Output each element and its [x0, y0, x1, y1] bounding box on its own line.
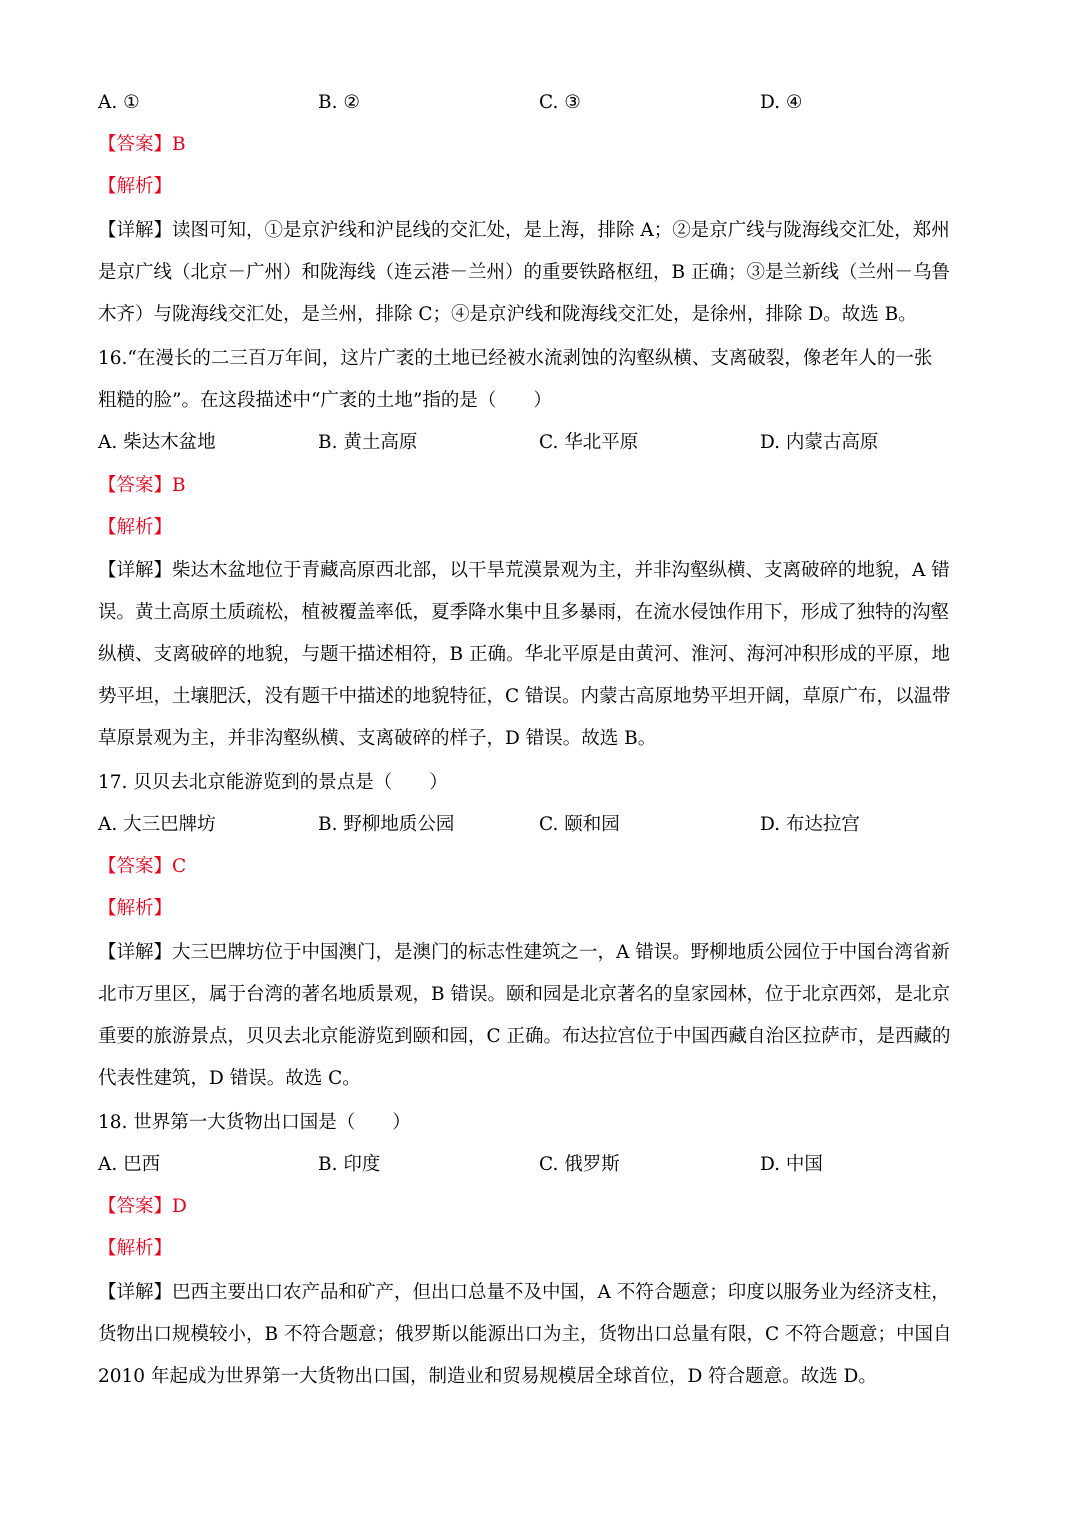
q17-detail-line-1: 【详解】大三巴牌坊位于中国澳门，是澳门的标志性建筑之一，A 错误。野柳地质公园位于中国台湾省新: [98, 942, 950, 963]
q17-answer-label: 【答案】: [98, 856, 173, 877]
q16-question-line-1: 16.“在漫长的二三百万年间，这片广袤的土地已经被水流剥蚀的沟壑纵横、支离破裂，像老年人的一张: [98, 348, 933, 369]
q15-analysis-label: 【解析】: [98, 176, 173, 197]
q17-detail-line-2: 北市万里区，属于台湾的著名地质景观，B 错误。颐和园是北京著名的皇家园林，位于北京西郊，是北京: [98, 984, 950, 1005]
q16-option-d: D. 内蒙古高原: [760, 432, 879, 453]
q16-detail-line-1: 【详解】柴达木盆地位于青藏高原西北部，以干旱荒漠景观为主，并非沟壑纵横、支离破碎的地貌，A 错: [98, 560, 950, 581]
q17-options: [98, 804, 978, 846]
q18-option-c: C. 俄罗斯: [539, 1154, 620, 1175]
q15-answer-value: B: [172, 134, 186, 155]
q15-answer: [98, 124, 978, 166]
q18-question-line-1: 18. 世界第一大货物出口国是（ ）: [98, 1112, 411, 1133]
q15-detail-line-2: 是京广线（北京－广州）和陇海线（连云港－兰州）的重要铁路枢纽，B 正确；③是兰新线（兰州－乌鲁: [98, 262, 950, 283]
q18-analysis: [98, 1228, 978, 1270]
q17-answer: [98, 846, 978, 888]
q16-detail-line-3: 纵横、支离破碎的地貌，与题干描述相符，B 正确。华北平原是由黄河、淮河、海河冲积形成的平原，地: [98, 644, 950, 665]
q15-option-d: D. ④: [760, 92, 803, 113]
q18-option-b: B. 印度: [318, 1154, 381, 1175]
q15-option-c: C. ③: [539, 92, 581, 113]
q17-analysis: [98, 888, 978, 930]
q18-detail-line-2: 货物出口规模较小，B 不符合题意；俄罗斯以能源出口为主，货物出口总量有限，C 不符合题意；中国自: [98, 1324, 952, 1345]
q18-option-a: A. 巴西: [98, 1154, 161, 1175]
q18-detail-line-3: 2010 年起成为世界第一大货物出口国，制造业和贸易规模居全球首位，D 符合题意。故选 D。: [98, 1366, 877, 1387]
q15-detail-line-3: 木齐）与陇海线交汇处，是兰州，排除 C；④是京沪线和陇海线交汇处，是徐州，排除 D。故选 B。: [98, 304, 917, 325]
q16-option-c: C. 华北平原: [539, 432, 639, 453]
q16-options: [98, 422, 978, 464]
q18-analysis-label: 【解析】: [98, 1238, 173, 1259]
q16-analysis-label: 【解析】: [98, 517, 173, 538]
q17-option-b: B. 野柳地质公园: [318, 814, 455, 835]
q15-analysis: [98, 166, 978, 208]
q17-detail-line-4: 代表性建筑，D 错误。故选 C。: [98, 1068, 361, 1089]
q17-analysis-label: 【解析】: [98, 898, 173, 919]
q16-analysis: [98, 507, 978, 549]
q16-detail-line-5: 草原景观为主，并非沟壑纵横、支离破碎的样子，D 错误。故选 B。: [98, 728, 657, 749]
q17-option-d: D. 布达拉宫: [760, 814, 860, 835]
q15-detail-line-1: 【详解】读图可知，①是京沪线和沪昆线的交汇处，是上海，排除 A；②是京广线与陇海线交汇处，郑州: [98, 220, 950, 241]
q18-option-d: D. 中国: [760, 1154, 823, 1175]
q16-answer-value: B: [172, 475, 186, 496]
q18-answer: [98, 1186, 978, 1228]
q18-answer-label: 【答案】: [98, 1196, 173, 1217]
q15-option-b: B. ②: [318, 92, 360, 113]
q17-question-line-1: 17. 贝贝去北京能游览到的景点是（ ）: [98, 772, 448, 793]
q18-options: [98, 1144, 978, 1186]
q17-detail-line-3: 重要的旅游景点，贝贝去北京能游览到颐和园，C 正确。布达拉宫位于中国西藏自治区拉萨市，是西藏的: [98, 1026, 951, 1047]
q17-answer-value: C: [172, 856, 187, 877]
q18-detail-line-1: 【详解】巴西主要出口农产品和矿产，但出口总量不及中国，A 不符合题意；印度以服务业为经济支柱，: [98, 1282, 950, 1303]
q16-option-a: A. 柴达木盆地: [98, 432, 216, 453]
q15-answer-label: 【答案】: [98, 134, 173, 155]
q16-detail-line-2: 误。黄土高原土质疏松，植被覆盖率低，夏季降水集中且多暴雨，在流水侵蚀作用下，形成了独特的沟壑: [98, 602, 950, 623]
q16-answer: [98, 465, 978, 507]
q16-answer-label: 【答案】: [98, 475, 173, 496]
q16-question-line-2: 粗糙的脸”。在这段描述中“广袤的土地”指的是（ ）: [98, 390, 552, 411]
q18-answer-value: D: [172, 1196, 187, 1217]
q16-detail-line-4: 势平坦，土壤肥沃，没有题干中描述的地貌特征，C 错误。内蒙古高原地势平坦开阔，草原广布，以温带: [98, 686, 951, 707]
q17-option-a: A. 大三巴牌坊: [98, 814, 216, 835]
q15-options: [98, 82, 978, 124]
q15-option-a: A. ①: [98, 92, 140, 113]
q16-option-b: B. 黄土高原: [318, 432, 418, 453]
q17-option-c: C. 颐和园: [539, 814, 620, 835]
